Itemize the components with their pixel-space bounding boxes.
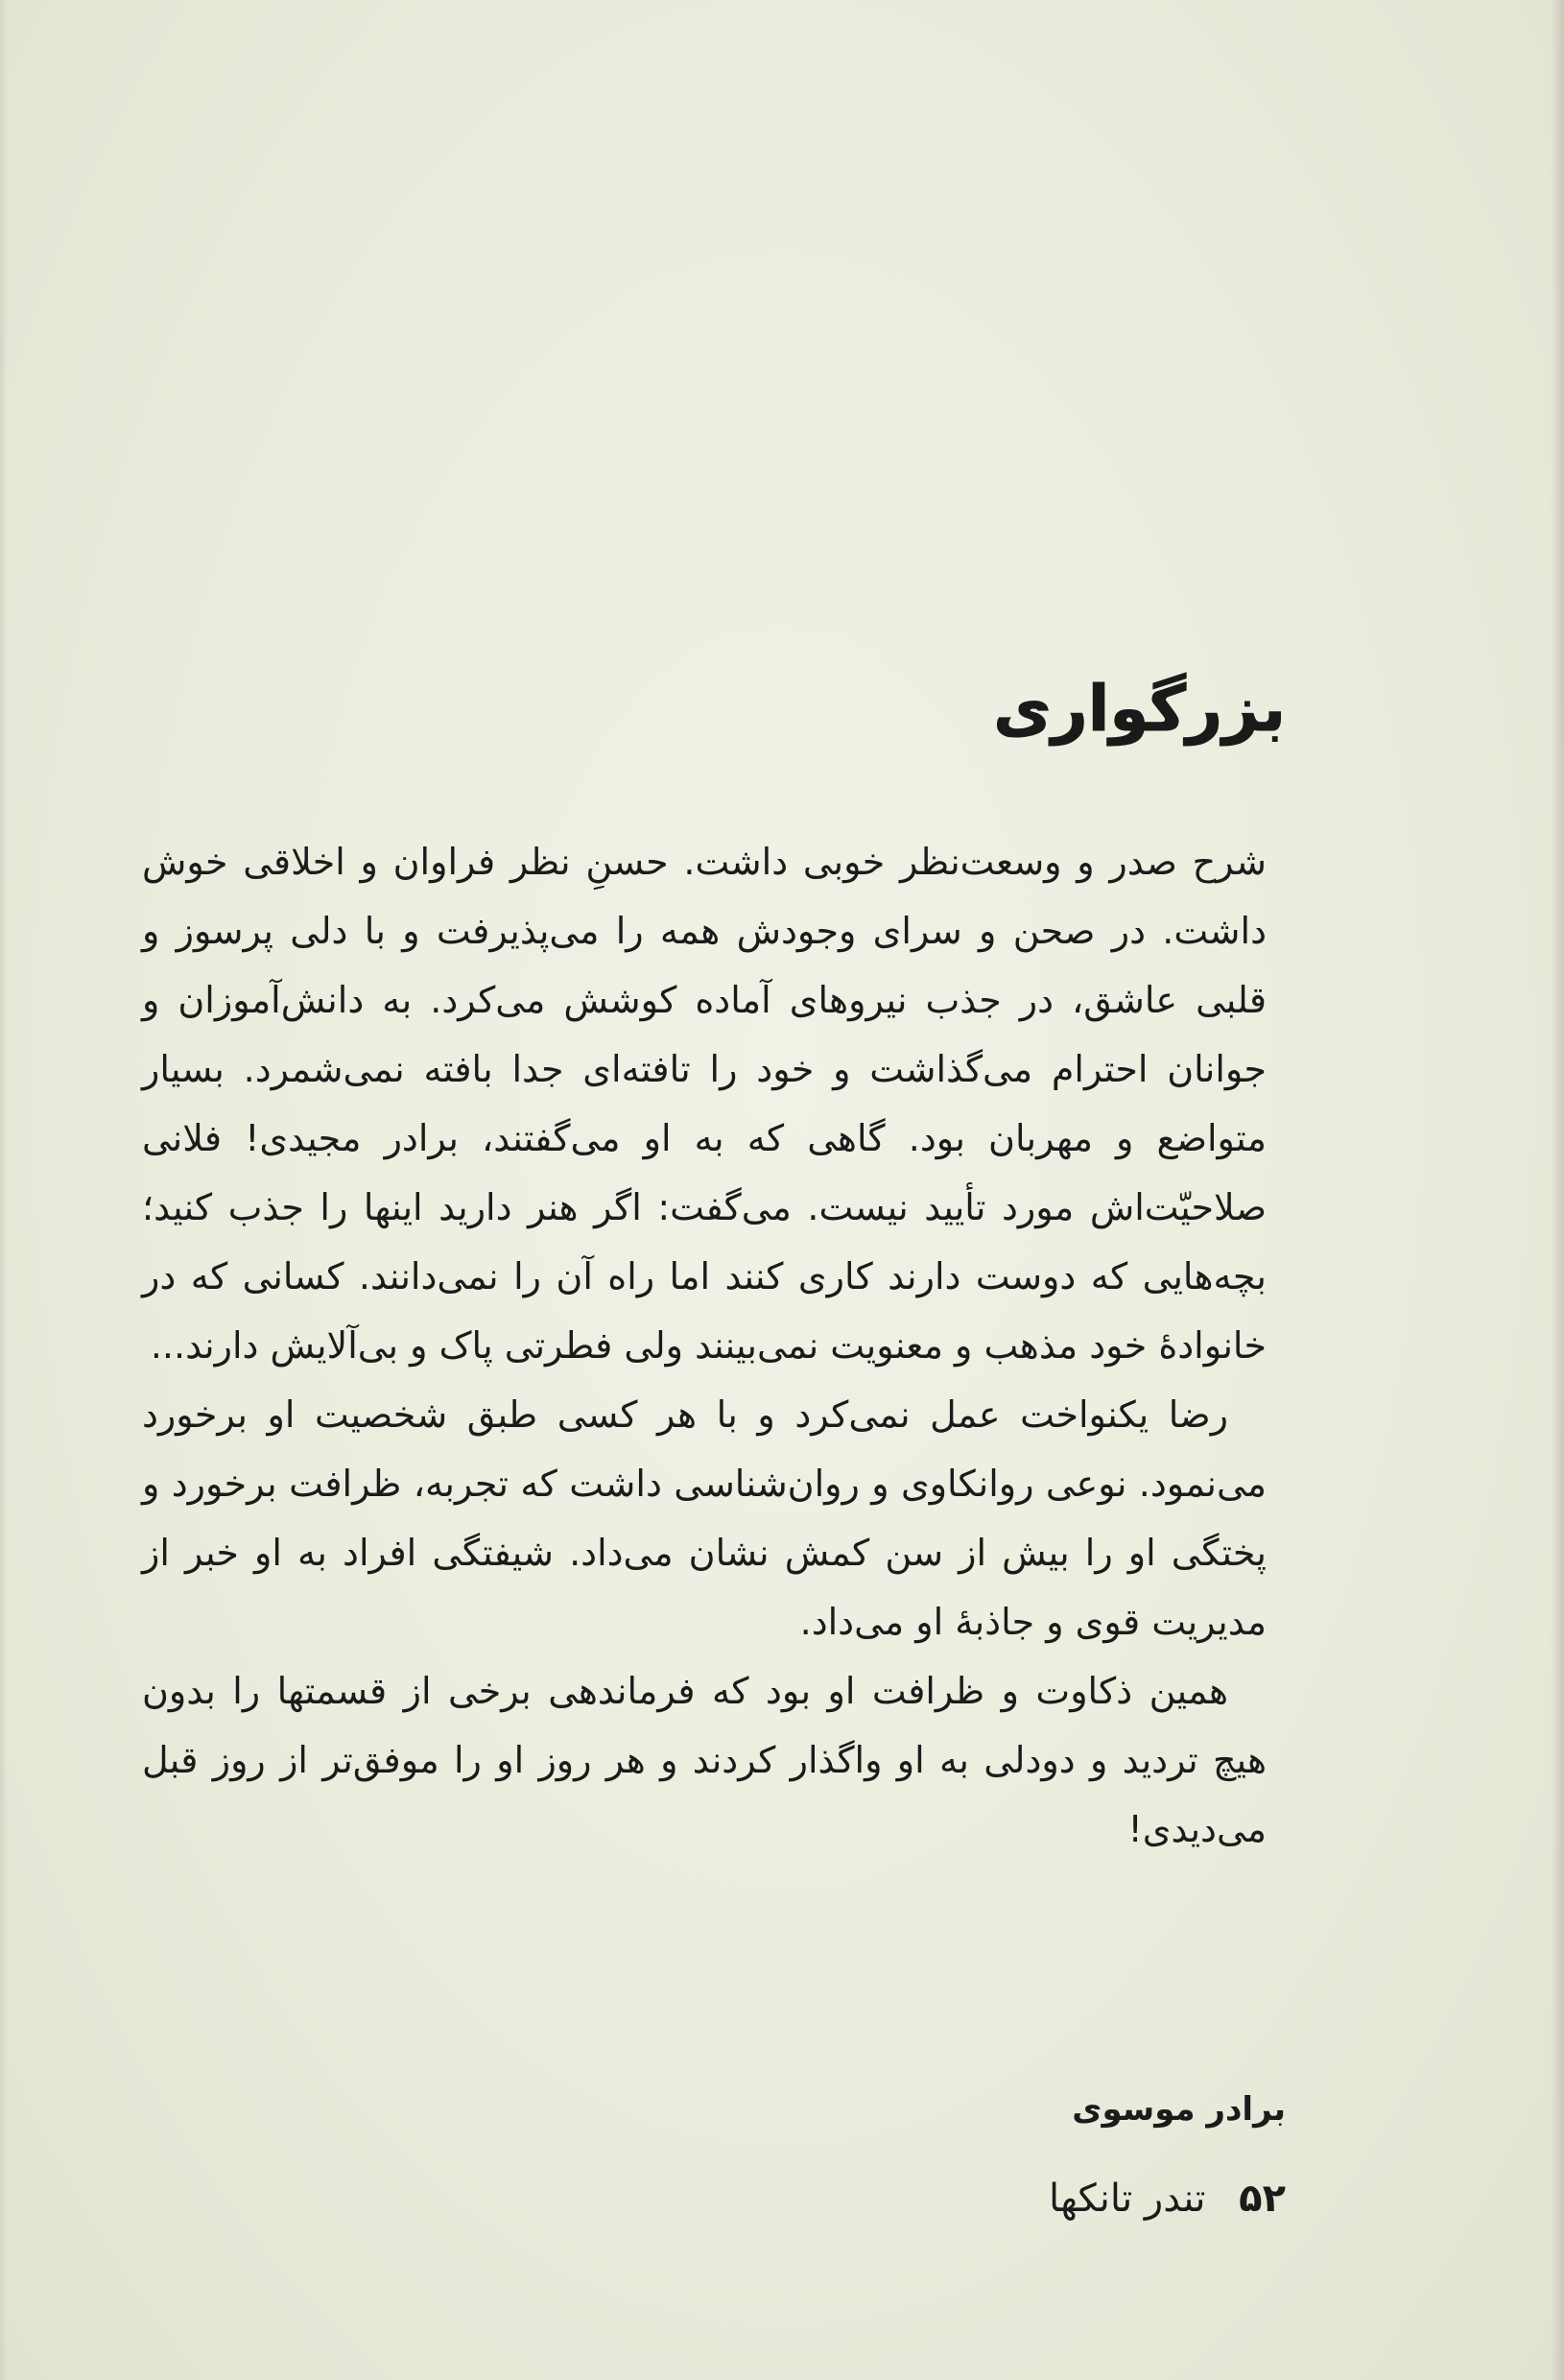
author-signature: برادر موسوی <box>1072 2090 1286 2129</box>
paragraph-3: همین ذکاوت و ظرافت او بود که فرماندهی برخی از قسمتها را بدون هیچ تردید و دودلی به او واگذار کردند و هر روز او را موفق‌تر از روز قبل می‌دیدی! <box>142 1670 1267 1850</box>
page-edge-left <box>0 0 8 2380</box>
chapter-title: بزرگواری <box>993 672 1286 746</box>
paragraph-1: شرح صدر و وسعت‌نظر خوبی داشت. حسنِ نظر فراوان و اخلاقی خوش داشت. در صحن و سرای وجودش همه را می‌پذیرفت و با دلی پرسوز و قلبی عاشق، در جذب نیروهای آماده کوشش می‌کرد. به دانش‌آموزان و جوانان احترام می‌گذاشت و خود را تافته‌ای جدا بافته نمی‌شمرد. بسیار متواضع و مهربان بود. گاهی که به او می‌گفتند، برادر مجیدی! فلانی صلاحیّت‌اش مورد تأیید نیست. می‌گفت: اگر هنر دارید اینها را جذب کنید؛ بچه‌هایی که دوست دارند کاری کنند اما راه آن را نمی‌دانند. کسانی که در خانوادهٔ خود مذهب و معنویت نمی‌بینند ولی فطرتی پاک و بی‌آلایش دارند... <box>142 841 1267 1367</box>
page-edge-right <box>1551 0 1564 2380</box>
body-text <box>142 827 1267 1864</box>
page-number: ۵۲ <box>1239 2177 1286 2221</box>
page-footer <box>1049 2177 1286 2221</box>
paragraph-2: رضا یکنواخت عمل نمی‌کرد و با هر کسی طبق شخصیت او برخورد می‌نمود. نوعی روانکاوی و روان‌شناسی داشت که تجربه، ظرافت برخورد و پختگی او را بیش از سن کمش نشان می‌داد. شیفتگی افراد به او خبر از مدیریت قوی و جاذبهٔ او می‌داد. <box>142 1393 1267 1643</box>
book-title: تندر تانکها <box>1049 2177 1206 2221</box>
